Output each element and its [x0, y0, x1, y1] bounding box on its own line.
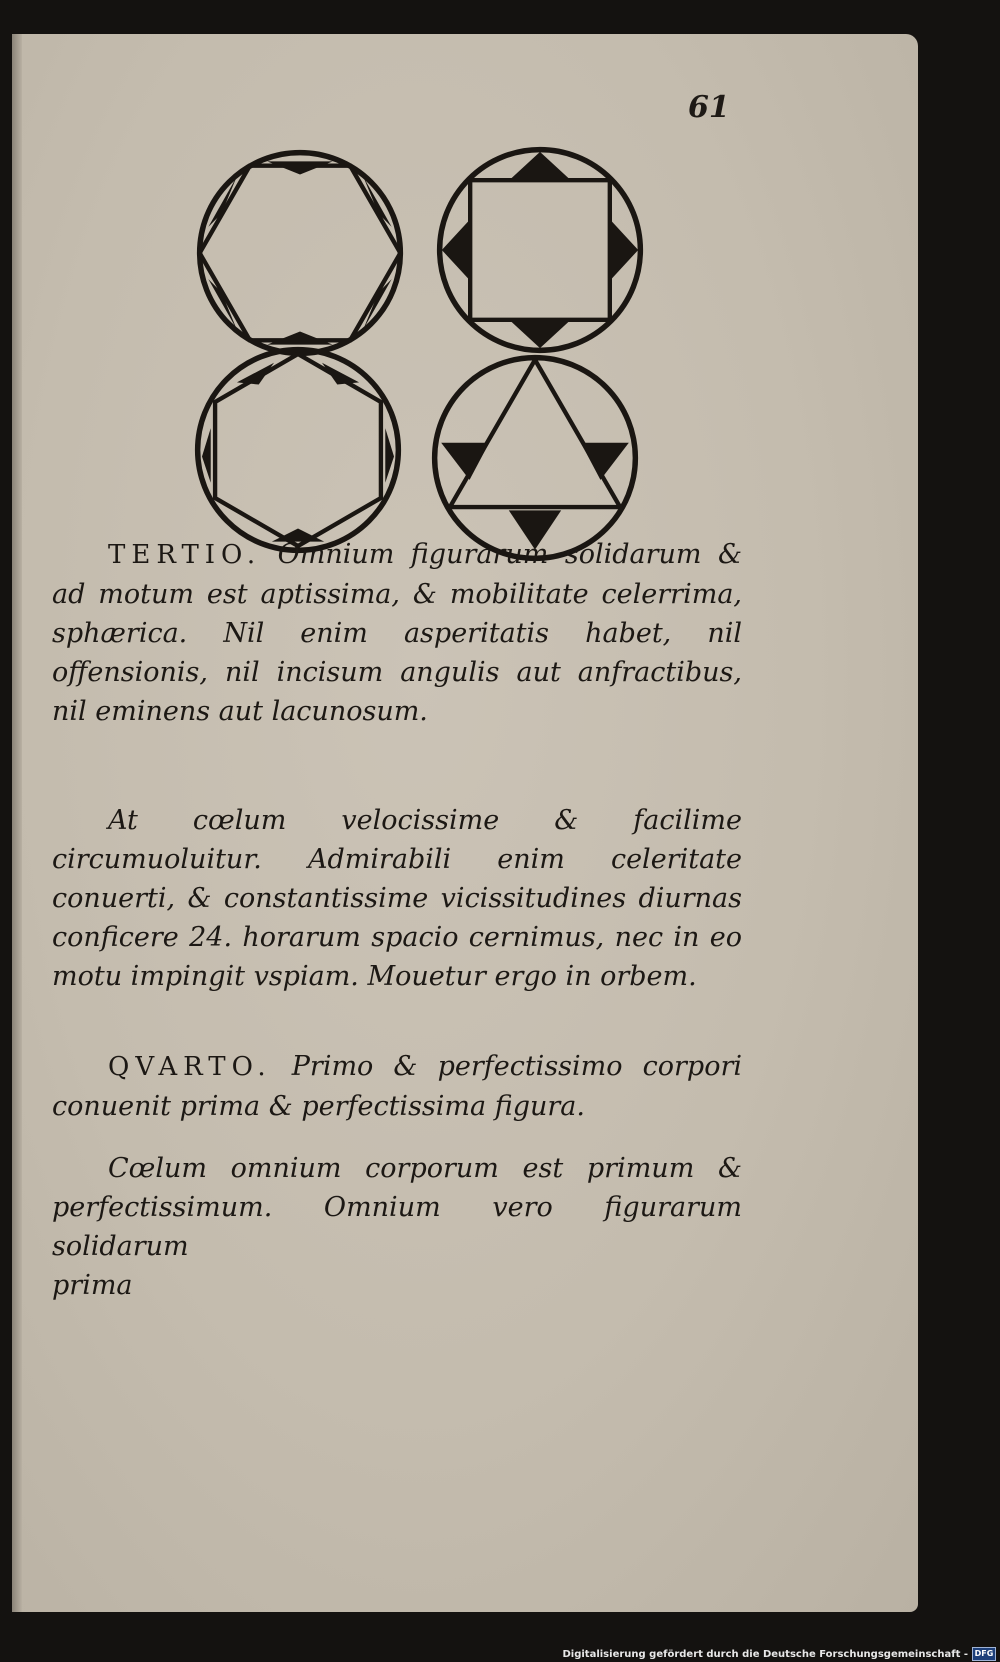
paragraph-body: Omnium figurarum solidarum & ad motum est aptissima, & mobilitate celerrima, sphærica. Nil enim asperitatis habet, nil offensionis, nil incisum angulis aut anfractibus, nil eminens aut lacunosum. — [52, 539, 742, 727]
page-gutter-edge — [12, 34, 22, 1612]
hexagon-in-circle-figure-alt — [178, 330, 418, 570]
digitization-credit — [562, 1647, 996, 1661]
paragraph-body: Primo & perfectissimo corpori conuenit prima & perfectissima figura. — [52, 1051, 742, 1122]
catchword: prima — [52, 1270, 133, 1301]
credit-text: Digitalisierung gefördert durch die Deutsche Forschungsgemeinschaft - — [562, 1648, 968, 1660]
paragraph-coelum-omnium — [52, 1149, 742, 1305]
dfg-logo-icon: DFG — [972, 1647, 996, 1661]
square-in-circle-figure — [420, 130, 660, 370]
paragraph-body: At cœlum velocissime & facilime circumuoluitur. Admirabili enim celeritate conuerti, & constantissime vicissitudines diurnas conficere 24. horarum spacio cernimus, nec in eo motu impingit vspiam. Mouetur ergo in orbem. — [52, 805, 742, 992]
section-lead-tertio: TERTIO. — [108, 540, 262, 570]
paragraph-quarto — [52, 1047, 742, 1126]
paragraph-body: Cœlum omnium corporum est primum & perfectissimum. Omnium vero figurarum solidarum — [52, 1153, 742, 1262]
section-lead-quarto: QVARTO. — [108, 1052, 272, 1082]
page-number: 61 — [688, 90, 730, 125]
paragraph-coelum — [52, 801, 742, 996]
paragraph-tertio — [52, 535, 742, 731]
